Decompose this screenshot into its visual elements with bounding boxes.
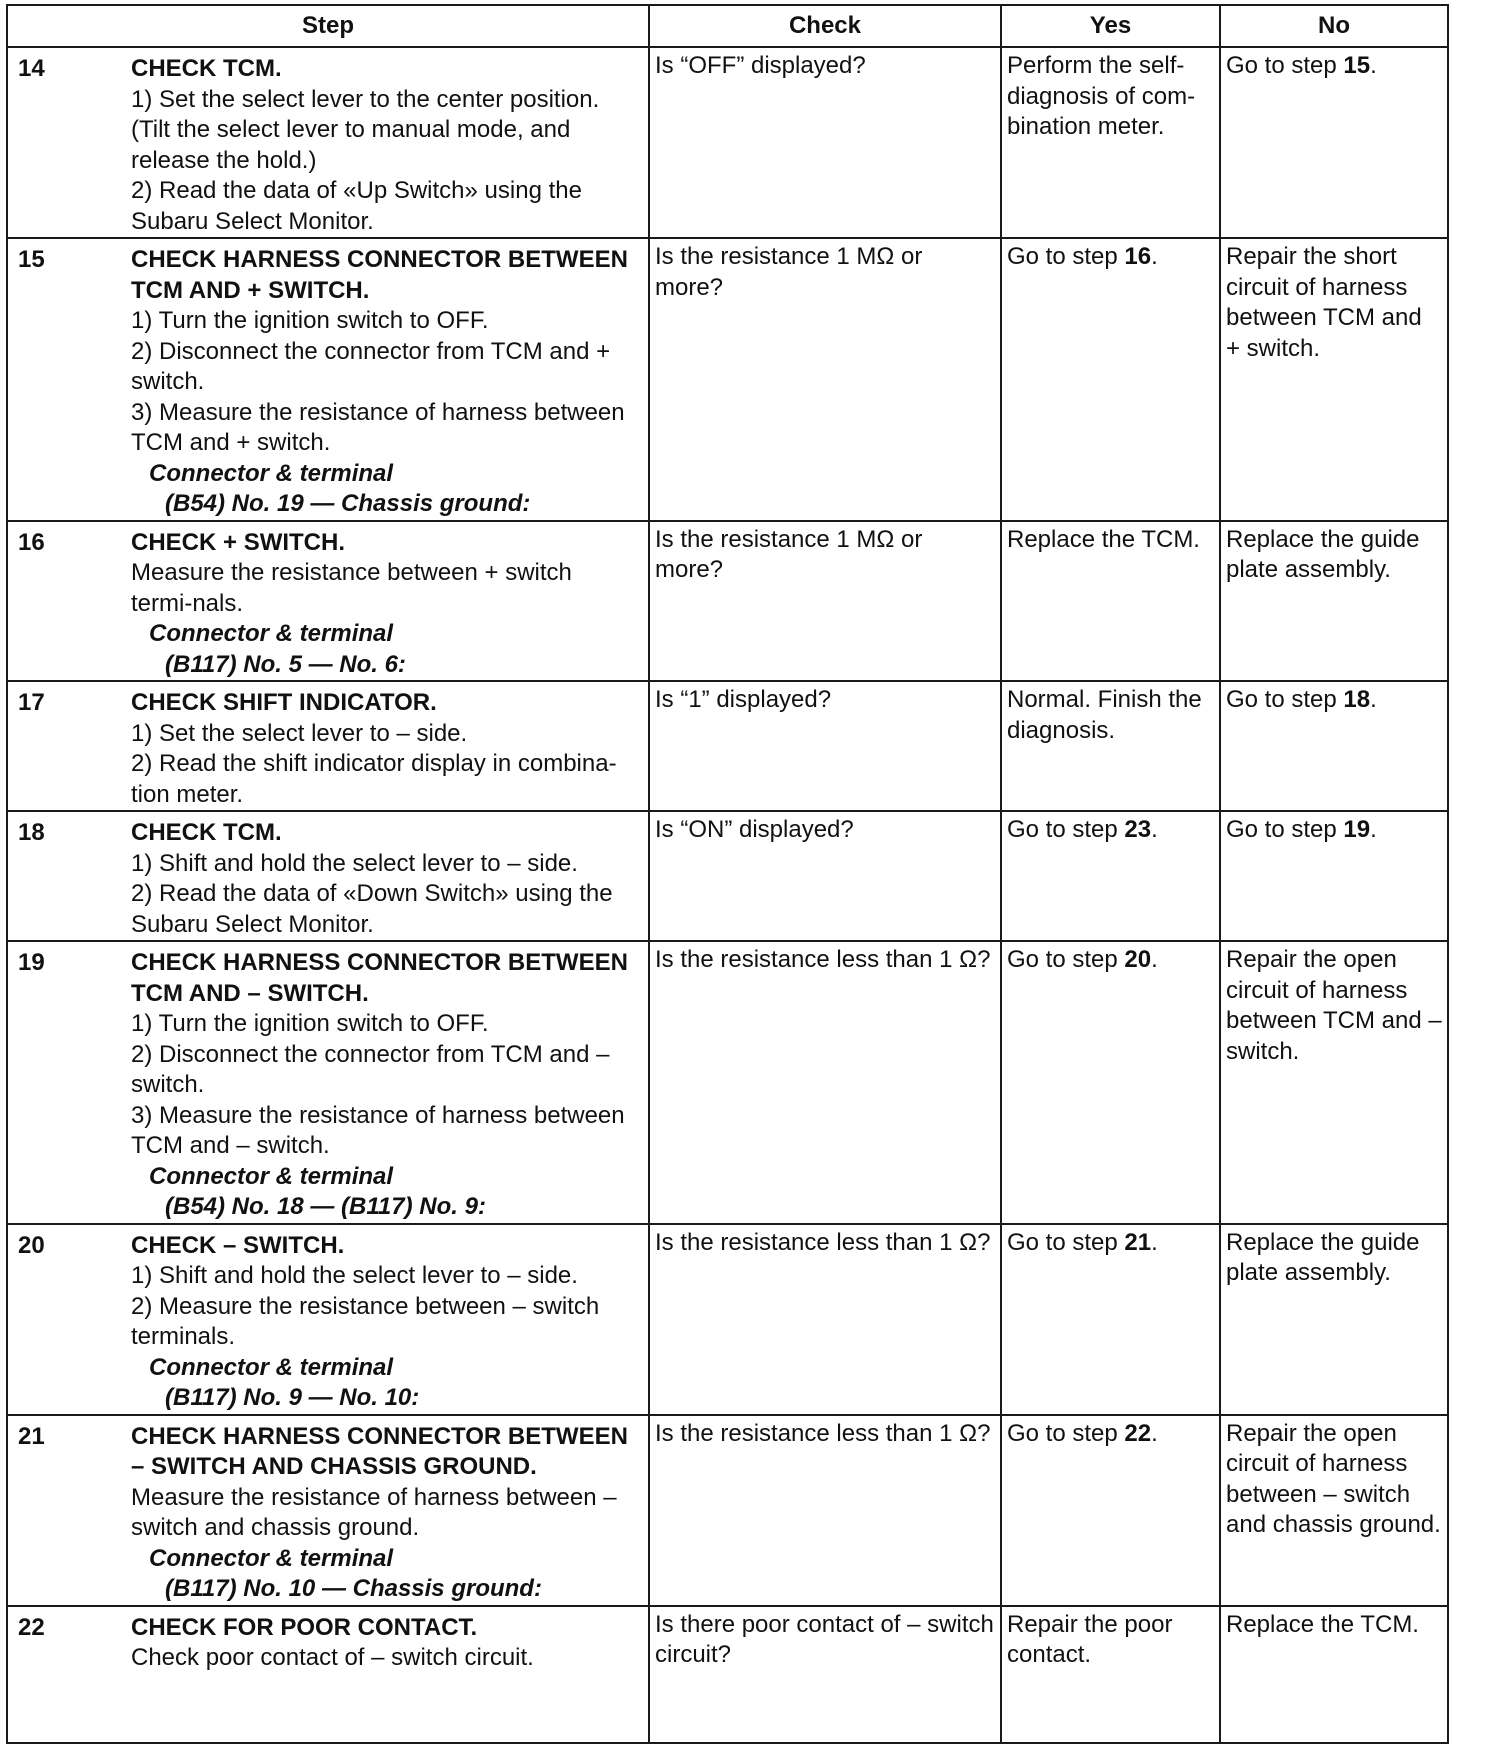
no-step-ref: 15 bbox=[1343, 52, 1371, 79]
step-line: 1) Set the select lever to the center position. (Tilt the select lever to manual mode, and release the hold.) bbox=[131, 85, 600, 174]
no-step-ref: 18 bbox=[1343, 686, 1371, 713]
step-title: CHECK TCM. bbox=[131, 55, 282, 82]
yes-cell bbox=[1001, 941, 1220, 1224]
terminal-spec: (B117) No. 5 — No. 6: bbox=[165, 650, 406, 678]
step-cell bbox=[7, 941, 649, 1224]
yes-step-ref: 16 bbox=[1124, 243, 1152, 270]
yes-text: Go to step bbox=[1007, 816, 1125, 843]
yes-suffix: . bbox=[1151, 946, 1158, 973]
terminal-spec: (B54) No. 18 — (B117) No. 9: bbox=[165, 1193, 486, 1220]
no-suffix: . bbox=[1370, 52, 1377, 79]
check-cell: Is the resistance 1 MΩ or more? bbox=[649, 521, 1001, 682]
no-text: Go to step bbox=[1226, 686, 1344, 713]
yes-cell: Normal. Finish the diagnosis. bbox=[1001, 681, 1220, 811]
yes-text: Go to step bbox=[1007, 243, 1125, 270]
no-cell: Repair the short circuit of harness between TCM and + switch. bbox=[1220, 238, 1448, 521]
step-line: 1) Shift and hold the select lever to – side. bbox=[131, 849, 578, 877]
connector-label: Connector & terminal bbox=[149, 1544, 394, 1572]
step-line: 3) Measure the resistance of harness between TCM and + switch. bbox=[131, 398, 625, 456]
step-line: 2) Disconnect the connector from TCM and + switch. bbox=[131, 337, 611, 395]
yes-text: Go to step bbox=[1007, 1419, 1125, 1447]
table-row bbox=[7, 681, 1448, 811]
no-cell bbox=[1220, 47, 1448, 238]
step-title: CHECK SHIFT INDICATOR. bbox=[131, 689, 437, 716]
step-line: 2) Read the shift indicator display in combina-tion meter. bbox=[131, 750, 617, 808]
header-no: No bbox=[1220, 5, 1448, 47]
step-title: CHECK HARNESS CONNECTOR BETWEEN TCM AND – SWITCH. bbox=[131, 949, 628, 1007]
diagnostic-table bbox=[6, 4, 1449, 1744]
yes-cell bbox=[1001, 811, 1220, 941]
yes-text: Go to step bbox=[1007, 946, 1125, 973]
no-suffix: . bbox=[1370, 686, 1377, 713]
no-cell: Repair the open circuit of harness between TCM and – switch. bbox=[1220, 941, 1448, 1224]
step-number: 20 bbox=[18, 1231, 45, 1259]
yes-cell: Perform the self-diagnosis of com-bination meter. bbox=[1001, 47, 1220, 238]
no-text: Go to step bbox=[1226, 816, 1344, 843]
no-cell: Replace the guide plate assembly. bbox=[1220, 1224, 1448, 1415]
step-cell bbox=[7, 681, 649, 811]
step-cell bbox=[7, 1224, 649, 1415]
connector-label: Connector & terminal bbox=[149, 620, 394, 647]
check-cell: Is the resistance less than 1 Ω? bbox=[649, 1415, 1001, 1606]
step-title: CHECK FOR POOR CONTACT. bbox=[131, 1613, 478, 1641]
step-title: CHECK – SWITCH. bbox=[131, 1231, 345, 1259]
header-check: Check bbox=[649, 5, 1001, 47]
yes-cell bbox=[1001, 1224, 1220, 1415]
table-row bbox=[7, 1606, 1448, 1744]
check-cell: Is there poor contact of – switch circuit? bbox=[649, 1606, 1001, 1744]
step-title: CHECK + SWITCH. bbox=[131, 528, 346, 556]
step-number: 15 bbox=[18, 246, 45, 273]
step-line: 2) Measure the resistance between – switch terminals. bbox=[131, 1292, 600, 1350]
yes-suffix: . bbox=[1151, 816, 1158, 843]
no-cell bbox=[1220, 681, 1448, 811]
header-step: Step bbox=[7, 5, 649, 47]
no-cell: Repair the open circuit of harness between – switch and chassis ground. bbox=[1220, 1415, 1448, 1606]
header-yes: Yes bbox=[1001, 5, 1220, 47]
yes-cell bbox=[1001, 1415, 1220, 1606]
table-row bbox=[7, 941, 1448, 1224]
yes-suffix: . bbox=[1151, 1228, 1158, 1256]
check-cell: Is the resistance 1 MΩ or more? bbox=[649, 238, 1001, 521]
step-title: CHECK HARNESS CONNECTOR BETWEEN – SWITCH AND CHASSIS GROUND. bbox=[131, 1422, 628, 1480]
header-row bbox=[7, 5, 1448, 47]
step-cell bbox=[7, 1415, 649, 1606]
no-suffix: . bbox=[1370, 816, 1377, 843]
yes-step-ref: 23 bbox=[1124, 816, 1152, 843]
terminal-spec: (B117) No. 10 — Chassis ground: bbox=[165, 1575, 542, 1602]
step-title: CHECK TCM. bbox=[131, 819, 282, 846]
table-row bbox=[7, 238, 1448, 521]
step-line: Measure the resistance of harness between – switch and chassis ground. bbox=[131, 1483, 617, 1541]
yes-suffix: . bbox=[1151, 1419, 1158, 1447]
check-cell: Is the resistance less than 1 Ω? bbox=[649, 1224, 1001, 1415]
check-cell: Is the resistance less than 1 Ω? bbox=[649, 941, 1001, 1224]
table-row bbox=[7, 1224, 1448, 1415]
step-line: 1) Turn the ignition switch to OFF. bbox=[131, 307, 489, 334]
yes-step-ref: 22 bbox=[1124, 1419, 1152, 1447]
check-cell: Is “1” displayed? bbox=[649, 681, 1001, 811]
no-text: Go to step bbox=[1226, 52, 1344, 79]
step-cell bbox=[7, 1606, 649, 1744]
yes-suffix: . bbox=[1151, 243, 1158, 270]
table-row bbox=[7, 521, 1448, 682]
connector-label: Connector & terminal bbox=[149, 1162, 394, 1190]
table-row bbox=[7, 1415, 1448, 1606]
check-cell: Is “ON” displayed? bbox=[649, 811, 1001, 941]
yes-cell bbox=[1001, 238, 1220, 521]
step-line: Measure the resistance between + switch termi-nals. bbox=[131, 559, 572, 617]
step-cell bbox=[7, 811, 649, 941]
yes-step-ref: 21 bbox=[1124, 1228, 1152, 1256]
step-number: 16 bbox=[18, 528, 45, 556]
table-row bbox=[7, 47, 1448, 238]
connector-label: Connector & terminal bbox=[149, 459, 394, 487]
step-line: 2) Read the data of «Down Switch» using the Subaru Select Monitor. bbox=[131, 880, 613, 938]
no-cell bbox=[1220, 811, 1448, 941]
step-cell bbox=[7, 47, 649, 238]
yes-step-ref: 20 bbox=[1124, 946, 1152, 973]
step-number: 17 bbox=[18, 689, 45, 716]
terminal-spec: (B54) No. 19 — Chassis ground: bbox=[165, 490, 531, 517]
step-line: 1) Set the select lever to – side. bbox=[131, 719, 468, 747]
step-line: Check poor contact of – switch circuit. bbox=[131, 1644, 534, 1671]
step-number: 21 bbox=[18, 1422, 45, 1450]
check-cell: Is “OFF” displayed? bbox=[649, 47, 1001, 238]
step-number: 14 bbox=[18, 55, 45, 82]
step-line: 2) Read the data of «Up Switch» using the Subaru Select Monitor. bbox=[131, 177, 582, 235]
table-row bbox=[7, 811, 1448, 941]
step-cell bbox=[7, 238, 649, 521]
no-step-ref: 19 bbox=[1343, 816, 1371, 843]
terminal-spec: (B117) No. 9 — No. 10: bbox=[165, 1384, 420, 1411]
no-cell: Replace the TCM. bbox=[1220, 1606, 1448, 1744]
step-line: 2) Disconnect the connector from TCM and – switch. bbox=[131, 1040, 610, 1098]
step-line: 1) Shift and hold the select lever to – side. bbox=[131, 1262, 578, 1289]
step-number: 22 bbox=[18, 1613, 45, 1641]
step-number: 18 bbox=[18, 819, 45, 846]
yes-cell: Replace the TCM. bbox=[1001, 521, 1220, 682]
yes-text: Go to step bbox=[1007, 1228, 1125, 1256]
connector-label: Connector & terminal bbox=[149, 1353, 394, 1381]
yes-cell: Repair the poor contact. bbox=[1001, 1606, 1220, 1744]
step-title: CHECK HARNESS CONNECTOR BETWEEN TCM AND + SWITCH. bbox=[131, 246, 628, 304]
no-cell: Replace the guide plate assembly. bbox=[1220, 521, 1448, 682]
step-line: 3) Measure the resistance of harness between TCM and – switch. bbox=[131, 1101, 625, 1159]
step-number: 19 bbox=[18, 949, 45, 976]
step-cell bbox=[7, 521, 649, 682]
step-line: 1) Turn the ignition switch to OFF. bbox=[131, 1010, 489, 1037]
